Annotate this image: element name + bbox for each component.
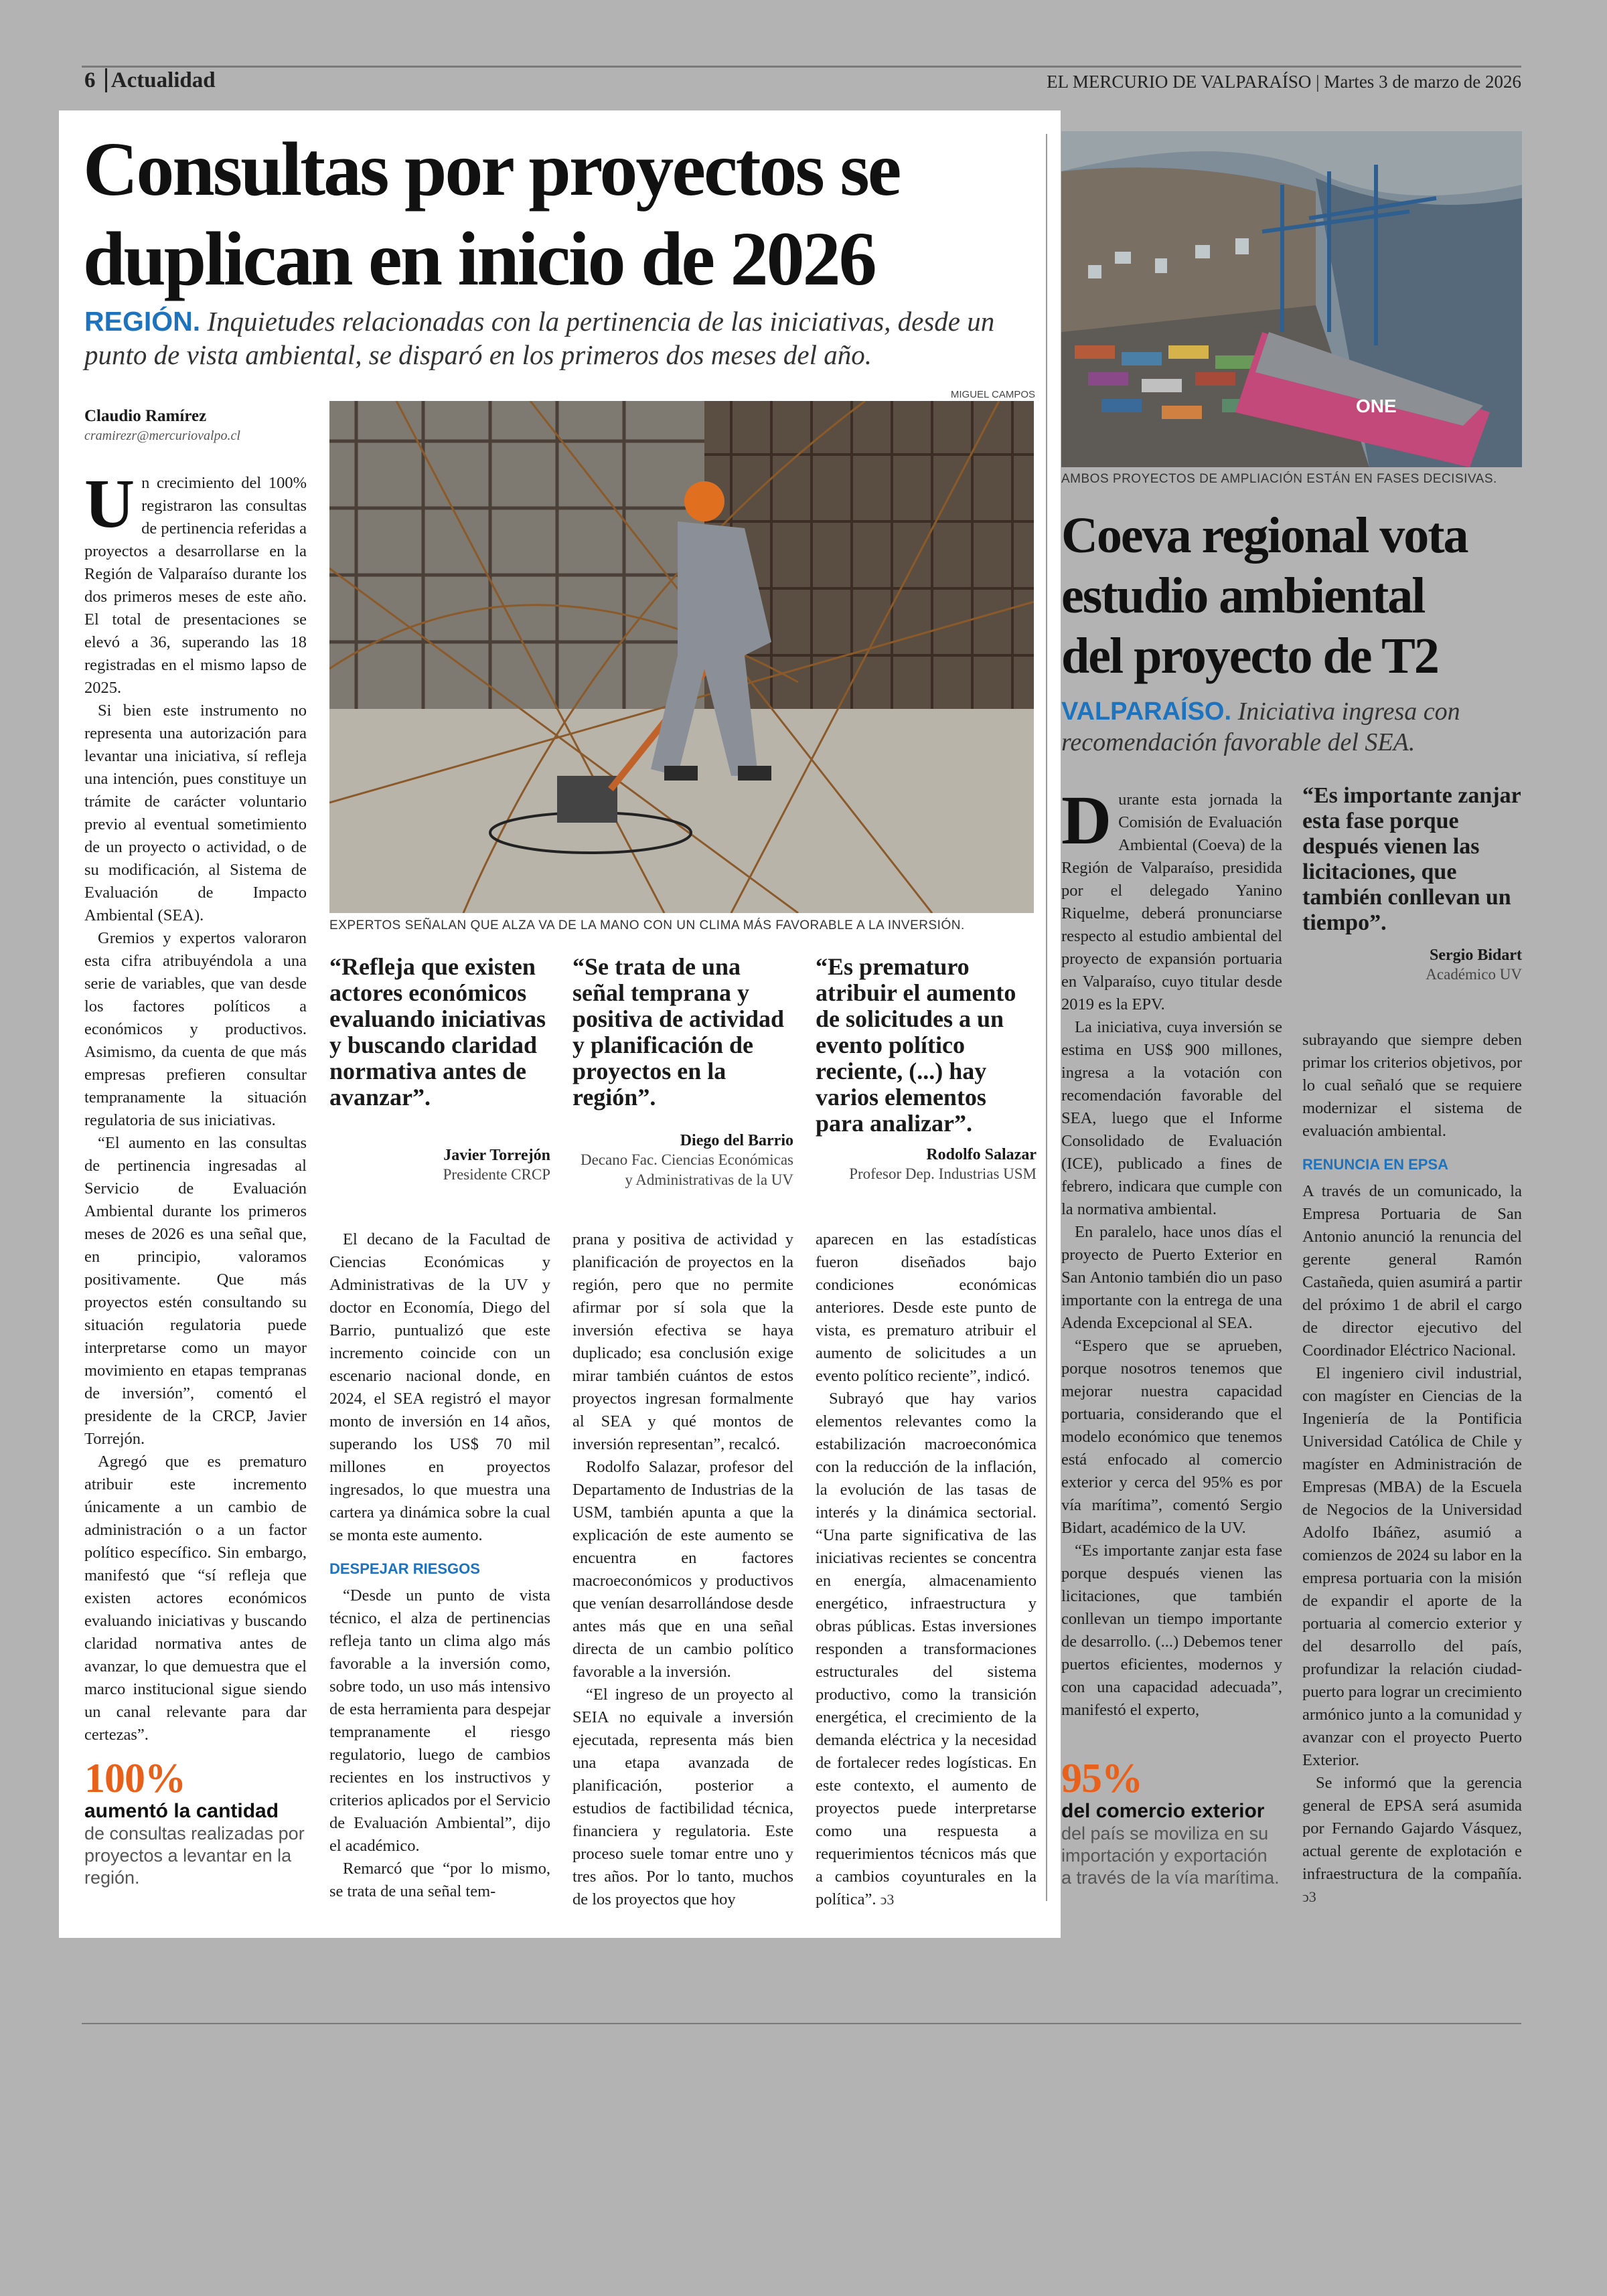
main-col1-p1: n crecimiento del 100% registraron las consultas de pertinencia referidas a proyectos a desarrollarse en la Región de Valparaíso durante los dos primeros meses de este año. El total de presentaciones se elevó a 36, superando las 18 registradas en el mismo lapso de 2025. xyxy=(84,474,307,697)
main-col4-p2 xyxy=(816,1388,1037,1911)
page-folio xyxy=(84,68,216,93)
main-stat-label: aumentó la cantidad xyxy=(84,1800,279,1822)
side-stat-detail-2: importación y exportación xyxy=(1061,1846,1268,1866)
end-mark-icon: ↄ3 xyxy=(880,1891,895,1908)
column-divider xyxy=(1046,134,1047,1901)
main-col3-p1: prana y positiva de actividad y planificación de proyectos en la región, pero que no permite afirmar por sí sola que la inversión efectiva se haya duplicado; esa conclusión exige mirar también cuántos de estos proyectos ingresan formalmente al SEA y qué montos de inversión representan”, recalcó. xyxy=(572,1230,793,1453)
quote-1-name: Javier Torrejón xyxy=(443,1147,550,1164)
side-col2-p3: El ingeniero civil industrial, con magíster en Ciencias de la Ingeniería de la Pontificia Universidad Católica de Chile y magíster en Administración de Empresas (MBA) de la Escuela de Negocios de la Universidad Adolfo Ibáñez, asumió a comienzos de 2024 su labor en la empresa portuaria con la misión de expandir el aporte de la portuaria al comercio exterior y del desarrollo del país, profundizar la relación ciudad-puerto para lograr un crecimiento armónico junto a la comunidad y avanzar con el proyecto Puerto Exterior. xyxy=(1302,1364,1522,1769)
main-col2-p2: “Desde un punto de vista técnico, el alza de pertinencias refleja tanto un clima algo más favorable a la inversión como, sobre todo, un uso más intensivo de esta herramienta para despejar tempranamente el riesgo regulatorio, luego de cambios recientes en los instructivos y criterios aplicados por el Servicio de Evaluación Ambiental”, dijo el académico. xyxy=(329,1586,550,1855)
side-deck-line1: Iniciativa ingresa con xyxy=(1237,698,1460,726)
ship-name: ONE xyxy=(1356,396,1397,416)
quote-3 xyxy=(816,954,1037,1184)
main-stat-detail xyxy=(84,1823,312,1889)
author-name: Claudio Ramírez xyxy=(84,407,207,425)
main-photo-caption: EXPERTOS SEÑALAN QUE ALZA VA DE LA MANO CON UN CLIMA MÁS FAVORABLE A LA INVERSIÓN. xyxy=(329,918,965,932)
main-photo xyxy=(329,401,1034,913)
section-name: Actualidad xyxy=(105,68,216,92)
port-illustration xyxy=(1061,131,1522,467)
main-column-2 xyxy=(329,1228,550,1903)
side-headline-line3: del proyecto de T2 xyxy=(1061,628,1438,684)
side-photo-caption: AMBOS PROYECTOS DE AMPLIACIÓN ESTÁN EN FASES DECISIVAS. xyxy=(1061,472,1497,486)
main-dropcap: U xyxy=(84,465,135,542)
quote-2-name: Diego del Barrio xyxy=(680,1132,793,1149)
page-number: 6 xyxy=(84,68,96,92)
main-col4-p1: aparecen en las estadísticas fueron diseñados bajo condiciones económicas anteriores. Desde este punto de vista, es prematuro atribuir el aumento de solicitudes a un evento político reciente”, indicó. xyxy=(816,1230,1037,1385)
quote-2-text: “Se trata de una señal temprana y positiva de actividad y planificación de proyectos en la región”. xyxy=(572,953,785,1111)
quote-3-name: Rodolfo Salazar xyxy=(926,1146,1037,1163)
main-col1-p2: Si bien este instrumento no representa una autorización para levantar una iniciativa, sí refleja una intención, pues constituye un trámite de carácter voluntario previo al eventual sometimiento de un proyecto o actividad, o de su modificación, al Sistema de Evaluación de Impacto Ambiental (SEA). xyxy=(84,702,307,924)
main-stat-detail-1: de consultas realizadas por xyxy=(84,1823,305,1843)
construction-illustration xyxy=(329,401,1034,913)
quote-2 xyxy=(572,954,793,1190)
side-column-1 xyxy=(1061,782,1282,1722)
side-headline-line1: Coeva regional vota xyxy=(1061,507,1468,564)
main-col4-p2-text: Subrayó que hay varios elementos relevantes como la estabilización macroeconómica con la reducción de la inflación, la evolución de las tasas de interés y la dinámica sectorial. “Una parte significativa de las iniciativas recientes se concentra en energía, almacenamiento energético, infraestructura y obras públicas. Estas inversiones responden a transformaciones estructurales del sistema productivo, como la transición energética, el crecimiento de la demanda eléctrica y la necesidad de fortalecer redes logísticas. En este contexto, el aumento de proyectos puede interpretarse como una respuesta a requerimientos técnicos más que a cambios coyunturales en la política”. xyxy=(816,1390,1037,1908)
main-headline-line2: duplican en inicio de 2026 xyxy=(83,216,875,301)
main-col3-p2: Rodolfo Salazar, profesor del Departamento de Industrias de la USM, también apunta a que la explicación de este aumento se encuentra en factores macroeconómicos y productivos que venían desarrollándose desde antes más que en una señal directa de un cambio político favorable a la inversión. xyxy=(572,1458,793,1681)
author-email: cramirezr@mercuriovalpo.cl xyxy=(84,428,240,443)
main-col2-p3: Remarcó que “por lo mismo, se trata de una señal tem- xyxy=(329,1860,550,1900)
side-kicker: VALPARAÍSO. xyxy=(1061,698,1232,726)
quote-1 xyxy=(329,954,550,1185)
quote-3-text: “Es prematuro atribuir el aumento de solicitudes a un evento político reciente, (...) hay varios elementos para analizar”. xyxy=(816,953,1016,1137)
main-stat xyxy=(84,1755,312,1889)
side-quote xyxy=(1302,783,1522,985)
side-deck-line2: recomendación favorable del SEA. xyxy=(1061,728,1415,756)
main-stat-number: 100% xyxy=(84,1756,185,1801)
main-col2-p1: El decano de la Facultad de Ciencias Económicas y Administrativas de la UV y doctor en Economía, Diego del Barrio, puntualizó que este incremento coincide con un escenario nacional donde, en 2024, el SEA registró el mayor monto de inversión en 14 años, superando los US$ 70 mil millones en proyectos ingresados, lo que muestra una cartera ya dinámica sobre la cual se monta este aumento. xyxy=(329,1230,550,1544)
main-deck xyxy=(84,305,1049,372)
photo-credit: MIGUEL CAMPOS xyxy=(950,389,1035,400)
side-headline-line2: estudio ambiental xyxy=(1061,568,1425,624)
side-quote-text: “Es importante zanjar esta fase porque después vienen las licitaciones, que también conllevan un tiempo”. xyxy=(1302,783,1521,935)
quote-1-role: Presidente CRCP xyxy=(443,1166,550,1183)
side-stat-number: 95% xyxy=(1061,1756,1142,1801)
main-column-3 xyxy=(572,1228,793,1911)
side-col1-p2: La iniciativa, cuya inversión se estima en US$ 900 millones, ingresa a la votación con recomendación favorable del SEA, luego que el Informe Consolidado de Evaluación (ICE), publicado a fines de febrero, indicara que cumple con la normativa ambiental. xyxy=(1061,1018,1282,1218)
side-stat-detail-3: a través de la vía marítima. xyxy=(1061,1868,1280,1888)
footer-rule xyxy=(82,2023,1521,2024)
side-stat-label: del comercio exterior xyxy=(1061,1800,1265,1822)
side-col1-p5: “Es importante zanjar esta fase porque después vienen las licitaciones, que también conllevan un tiempo importante de desarrollo. (...) Debemos tener puertos eficientes, modernos y con una capacidad adecuada”, manifestó el experto, xyxy=(1061,1542,1282,1719)
side-col1-p3: En paralelo, hace unos días el proyecto de Puerto Exterior en San Antonio también dio un paso importante con la entrega de una Adenda Excepcional al SEA. xyxy=(1061,1223,1282,1332)
quote-2-role: Decano Fac. Ciencias Económicas y Administrativas de la UV xyxy=(580,1151,793,1188)
main-deck-line1: Inquietudes relacionadas con la pertinencia de las iniciativas, desde un xyxy=(207,306,995,337)
side-col1-para xyxy=(1061,782,1282,1016)
side-quote-name: Sergio Bidart xyxy=(1430,947,1522,964)
side-deck xyxy=(1061,696,1523,758)
side-stat-detail-1: del país se moviliza en su xyxy=(1061,1823,1269,1843)
side-col2-p4-text: Se informó que la gerencia general de EPSA será asumida por Fernando Gajardo Vásquez, actual gerente de explotación e infraestructura de la compañía. xyxy=(1302,1774,1522,1883)
side-col1-p4: “Espero que se aprueben, porque nosotros tenemos que mejorar nuestra capacidad portuaria, considerando que el modelo económico que tenemos está enfocado al comercio exterior y cerca del 95% es por vía marítima”, comentó Sergio Bidart, académico de la UV. xyxy=(1061,1337,1282,1537)
publication-date: EL MERCURIO DE VALPARAÍSO | Martes 3 de marzo de 2026 xyxy=(1047,72,1521,92)
quote-1-text: “Refleja que existen actores económicos evaluando iniciativas y buscando claridad normativa antes de avanzar”. xyxy=(329,953,546,1111)
side-subhead: RENUNCIA EN EPSA xyxy=(1302,1156,1448,1173)
side-quote-role: Académico UV xyxy=(1426,966,1522,983)
main-column-4 xyxy=(816,1228,1037,1911)
main-kicker: REGIÓN. xyxy=(84,306,201,337)
quote-3-role: Profesor Dep. Industrias USM xyxy=(849,1165,1037,1182)
main-headline-line1: Consultas por proyectos se xyxy=(83,127,900,212)
main-headline xyxy=(83,125,1047,304)
header-rule xyxy=(82,66,1521,68)
main-stat-detail-2: proyectos a levantar en la xyxy=(84,1846,292,1866)
byline xyxy=(84,407,305,444)
side-column-2 xyxy=(1302,1029,1522,1908)
side-stat xyxy=(1061,1755,1289,1889)
side-stat-detail xyxy=(1061,1823,1289,1889)
main-col1-p4: “El aumento en las consultas de pertinencia ingresadas al Servicio de Evaluación Ambiental durante los primeros meses de 2026 es una señal que, en principio, valoramos positivamente. Que más proyectos estén consultando su situación regulatoria puede interpretarse como un mayor movimiento en etapas tempranas de inversión”, comentó el presidente de la CRCP, Javier Torrejón. xyxy=(84,1134,307,1448)
side-headline xyxy=(1061,505,1523,686)
main-col1-para xyxy=(84,465,307,700)
side-dropcap: D xyxy=(1061,782,1112,859)
side-photo xyxy=(1061,131,1522,467)
main-stat-detail-3: región. xyxy=(84,1868,140,1888)
side-col2-p1: subrayando que siempre deben primar los criterios objetivos, por lo cual señaló que se requiere modernizar el sistema de evaluación ambiental. xyxy=(1302,1031,1522,1140)
side-col2-p4 xyxy=(1302,1772,1522,1908)
main-col3-p3: “El ingreso de un proyecto al SEIA no equivale a inversión ejecutada, representa más bien una etapa avanzada de planificación, posterior a estudios de factibilidad técnica, financiera y regulatoria. Este proceso suele tomar entre uno y tres años. Por lo tanto, muchos de los proyectos que hoy xyxy=(572,1686,793,1908)
side-col2-p2: A través de un comunicado, la Empresa Portuaria de San Antonio anunció la renuncia del gerente general Ramón Castañeda, quien asumirá a partir del próximo 1 de abril el cargo de director ejecutivo del Coordinador Eléctrico Nacional. xyxy=(1302,1182,1522,1360)
main-deck-line2: punto de vista ambiental, se disparó en los primeros dos meses del año. xyxy=(84,339,872,370)
main-column-1 xyxy=(84,465,307,1746)
main-col1-p5: Agregó que es prematuro atribuir este incremento únicamente a un cambio de administración o a un factor político específico. Sin embargo, manifestó que “sí refleja que existen actores económicos evaluando iniciativas y buscando claridad normativa antes de avanzar, lo que demuestra que el marco institucional sigue siendo un canal relevante para dar certezas”. xyxy=(84,1453,307,1744)
side-col1-p1: urante esta jornada la Comisión de Evaluación Ambiental (Coeva) de la Región de Valparaíso, presidida por el delegado Yanino Riquelme, deberá pronunciarse respecto al estudio ambiental del proyecto de expansión portuaria en Valparaíso, cuyo titular desde 2019 es la EPV. xyxy=(1061,791,1282,1013)
side-end-mark-icon: ↄ3 xyxy=(1302,1888,1316,1905)
main-col1-p3: Gremios y expertos valoraron esta cifra atribuyéndola a una serie de variables, que van desde los factores políticos a económicos y productivos. Asimismo, da cuenta de que más empresas prefieren consultar tempranamente la situación regulatoria de sus iniciativas. xyxy=(84,929,307,1129)
main-subhead: DESPEJAR RIESGOS xyxy=(329,1560,480,1577)
